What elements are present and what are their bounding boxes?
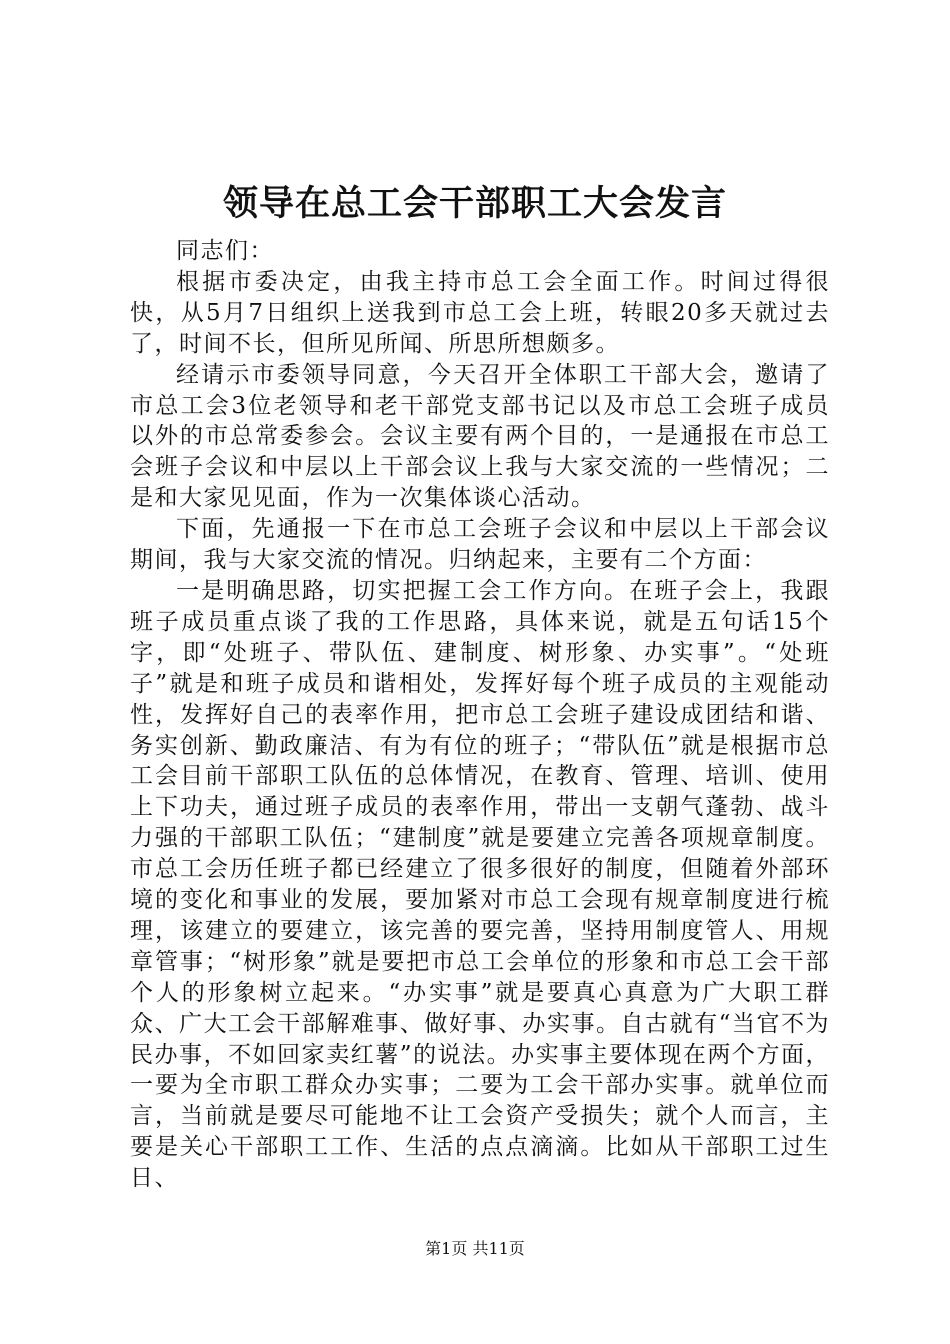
body-paragraph: 经请示市委领导同意，今天召开全体职工干部大会，邀请了市总工会3位老领导和老干部党支部书记以及市总工会班子成员以外的市总常委参会。会议主要有两个目的，一是通报在市总工会班子会议和中层以上干部会议上我与大家交流的一些情况；二是和大家见见面，作为一次集体谈心活动。 [130,361,830,512]
body-paragraph: 同志们： [176,238,274,264]
body-paragraph: 下面，先通报一下在市总工会班子会议和中层以上干部会议期间，我与大家交流的情况。归纳起来，主要有二个方面： [130,516,830,574]
body-paragraph: 一是明确思路，切实把握工会工作方向。在班子会上，我跟班子成员重点谈了我的工作思路，具体来说，就是五句话15个字，即“处班子、带队伍、建制度、树形象、办实事”。“处班子”就是和班子成员和谐相处，发挥好每个班子成员的主观能动性，发挥好自己的表率作用，把市总工会班子建设成团结和谐、务实创新、勤政廉洁、有为有位的班子；“带队伍”就是根据市总工会目前干部职工队伍的总体情况，在教育、管理、培训、使用上下功夫，通过班子成员的表率作用，带出一支朝气蓬勃、战斗力强的干部职工队伍；“建制度”就是要建立完善各项规章制度。市总工会历任班子都已经建立了很多很好的制度，但随着外部环境的变化和事业的发展，要加紧对市总工会现有规章制度进行梳理，该建立的要建立，该完善的要完善，坚持用制度管人、用规章管事；“树形象”就是要把市总工会单位的形象和市总工会干部个人的形象树立起来。“办实事”就是要真心真意为广大职工群众、广大工会干部解难事、做好事、办实事。自古就有“当官不为民办事，不如回家卖红薯”的说法。办实事主要体现在两个方面，一要为全市职工群众办实事；二要为工会干部办实事。就单位而言，当前就是要尽可能地不让工会资产受损失；就个人而言，主要是关心干部职工工作、生活的点点滴滴。比如从干部职工过生日、 [130,577,830,1192]
page-number-footer: 第1页 共11页 [425,1239,525,1258]
document-body [130,236,830,1194]
body-paragraph: 根据市委决定，由我主持市总工会全面工作。时间过得很快，从5月7日组织上送我到市总工会上班，转眼20多天就过去了，时间不长，但所见所闻、所思所想颇多。 [130,268,830,357]
document-title: 领导在总工会干部职工大会发言 [222,183,727,224]
